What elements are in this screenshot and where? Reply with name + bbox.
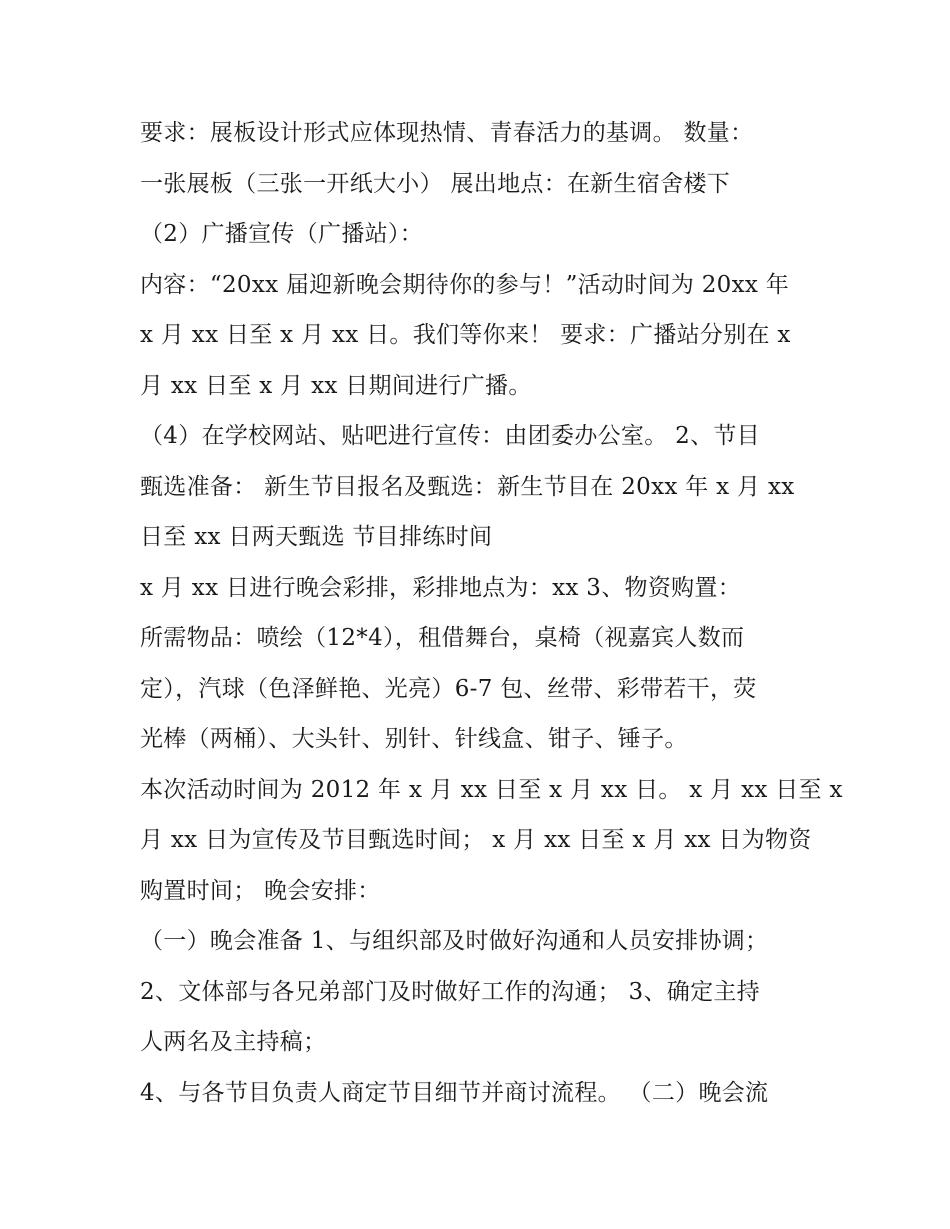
text-line: （2）广播宣传（广播站）： [140, 221, 424, 247]
text-line: 4、与各节目负责人商定节目细节并商讨流程。 （二）晚会流 [140, 1079, 769, 1106]
text-line: 甄选准备： 新生节目报名及甄选：新生节目在 20xx 年 x 月 xx [140, 473, 795, 500]
text-line: 所需物品：喷绘（12*4），租借舞台，桌椅（视嘉宾人数而 [140, 625, 745, 651]
text-line: 内容：“20xx 届迎新晚会期待你的参与！”活动时间为 20xx 年 [140, 271, 790, 298]
text-line: 人两名及主持稿； [140, 1029, 327, 1055]
text-line: 2、文体部与各兄弟部门及时做好工作的沟通； 3、确定主持 [140, 978, 760, 1005]
text-line: 定），汽球（色泽鲜艳、光亮）6-7 包、丝带、彩带若干，荧 [140, 675, 757, 702]
text-line: 日至 xx 日两天甄选 节目排练时间 [140, 524, 493, 550]
text-line: （一）晚会准备 1、与组织部及时做好沟通和人员安排协调； [140, 928, 769, 954]
text-line: （4）在学校网站、贴吧进行宣传：由团委办公室。 2、节目 [140, 423, 760, 449]
text-line: 月 xx 日为宣传及节目甄选时间； x 月 xx 日至 x 月 xx 日为物资 [140, 827, 812, 853]
text-line: 要求：展板设计形式应体现热情、青春活力的基调。 数量： [140, 120, 754, 146]
text-line: 光棒（两桶）、大头针、别针、针线盒、钳子、锤子。 [140, 726, 688, 752]
text-line: 本次活动时间为 2012 年 x 月 xx 日至 x 月 xx 日。 x 月 xx 日至 x [140, 776, 843, 803]
text-line: x 月 xx 日进行晚会彩排，彩排地点为：xx 3、物资购置： [140, 574, 742, 601]
text-line: 月 xx 日至 x 月 xx 日期间进行广播。 [140, 372, 532, 399]
document-body [140, 108, 843, 1118]
text-line: x 月 xx 日至 x 月 xx 日。我们等你来！ 要求：广播站分别在 x [140, 322, 791, 348]
text-line: 一张展板（三张一开纸大小） 展出地点：在新生宿舍楼下 [140, 170, 731, 197]
text-line: 购置时间； 晚会安排： [140, 877, 381, 904]
